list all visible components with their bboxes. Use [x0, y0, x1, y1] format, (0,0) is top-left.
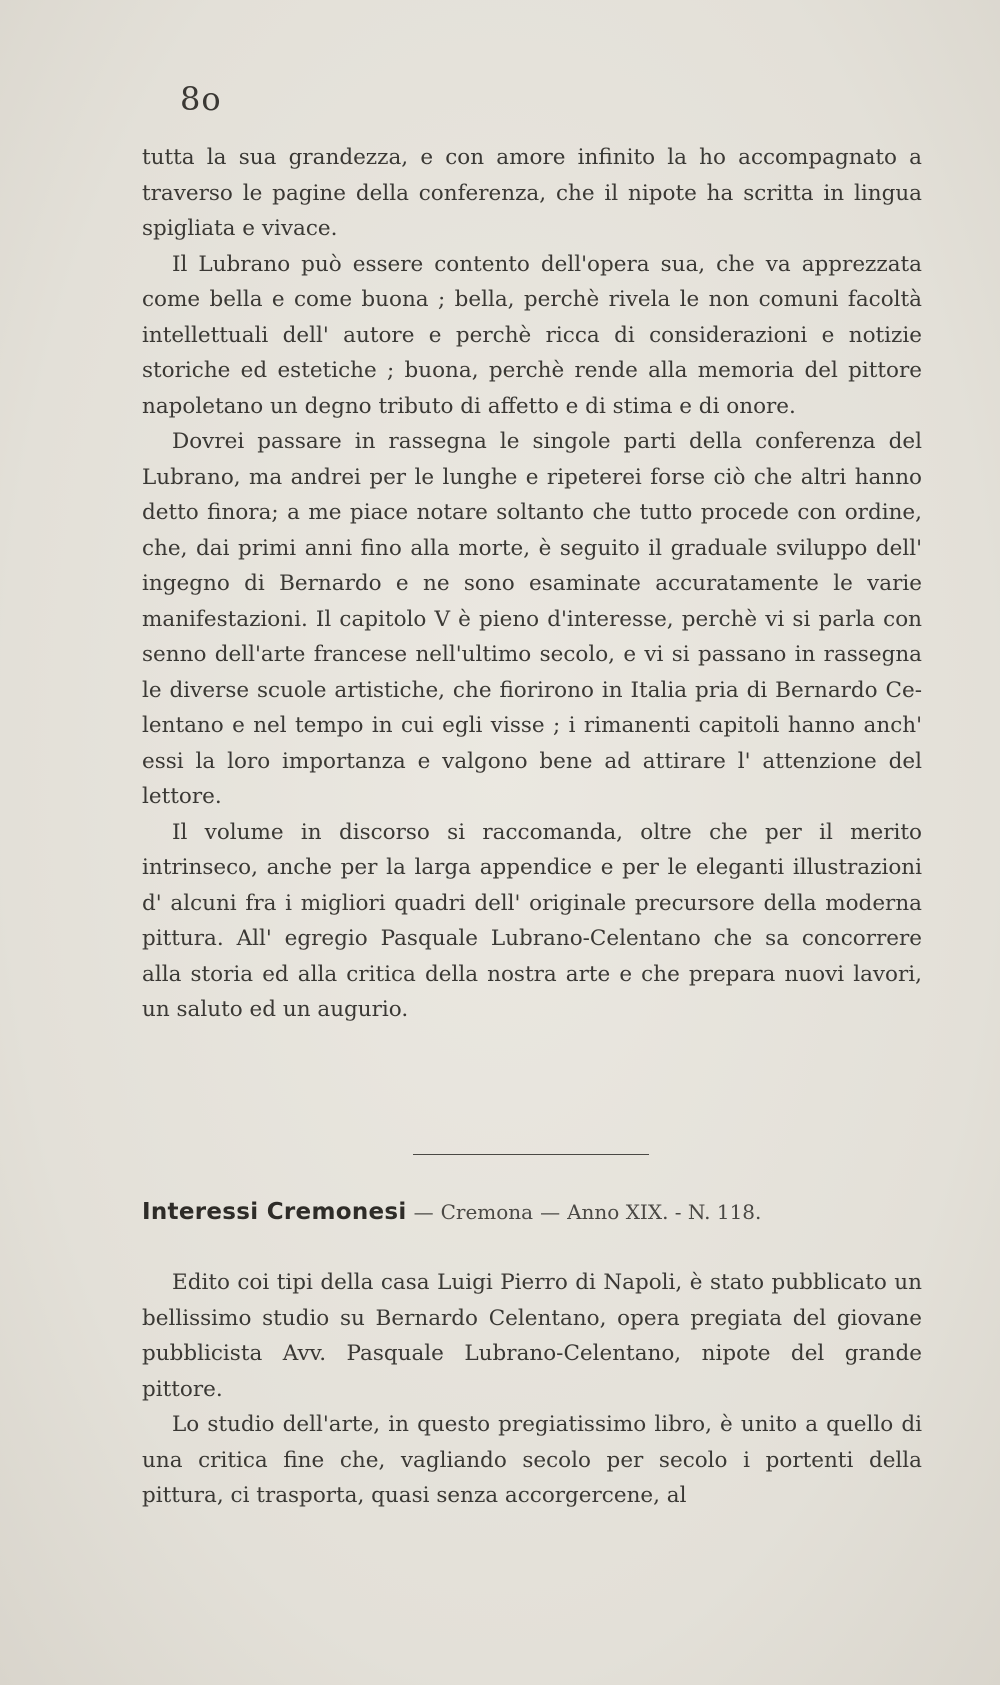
heading-dash: —	[413, 1200, 434, 1224]
newspaper-title: Interessi Cremonesi	[142, 1199, 407, 1225]
paragraph: Dovrei passare in rassegna le singole parti della conferenza del Lubrano, ma andrei per le lunghe e ripeterei forse ciò che altri hanno detto finora; a me piace notare soltanto che tutto procede con ordine, che, dai primi anni fino alla morte, è seguito il graduale sviluppo dell' ingegno di Bernardo e ne sono esaminate accuratamente le varie manifestazioni. Il capitolo V è pieno d'interesse, perchè vi si parla con senno dell'arte francese nell'ultimo secolo, e vi si passano in rassegna le diverse scuole artistiche, che fiorirono in Italia pria di Bernardo Celentano e nel tempo in cui egli visse ; i rimanenti capitoli hanno anch' essi la loro importanza e valgono bene ad attirare l' attenzione del lettore.	[142, 429, 922, 809]
paragraph: tutta la sua grandezza, e con amore infinito la ho accompagnato a traverso le pagine della conferenza, che il nipote ha scritta in lingua spigliata e vivace.	[142, 145, 922, 241]
newspaper-city: Cremona	[440, 1200, 534, 1224]
section-divider	[413, 1154, 649, 1155]
page-number: 8o	[180, 80, 222, 118]
paragraph: Il volume in discorso si raccomanda, oltre che per il merito intrinseco, anche per la larga appendice e per le eleganti illustrazioni d' alcuni fra i migliori quadri dell' originale precursore della moderna pittura. All' egregio Pasquale Lubrano-Celentano che sa concorrere alla storia ed alla critica della nostra arte e che prepara nuovi lavori, un saluto ed un augurio.	[142, 819, 922, 1022]
heading-dash: —	[540, 1200, 561, 1224]
source-heading	[142, 1197, 922, 1228]
paragraph: Il Lubrano può essere contento dell'opera sua, che va apprezzata come bella e come buona ; bella, perchè rivela le non comuni facoltà intellettuali dell' autore e perchè ricca di considerazioni e notizie storiche ed estetiche ; buona, perchè rende alla memoria del pittore napoletano un degno tributo di affetto e di stima e di onore.	[142, 251, 922, 419]
paragraph: Edito coi tipi della casa Luigi Pierro di Napoli, è stato pubblicato un bellissimo studio su Bernardo Celentano, opera pregiata del giovane pubblicista Avv. Pasquale Lubrano-Celentano, nipote del grande pittore.	[142, 1270, 922, 1402]
review-body	[142, 1265, 922, 1514]
newspaper-issue: Anno XIX. - N. 118.	[567, 1200, 762, 1224]
paragraph: Lo studio dell'arte, in questo pregiatissimo libro, è unito a quello di una critica fine che, vagliando secolo per secolo i portenti della pittura, ci trasporta, quasi senza accorgercene, al	[142, 1412, 922, 1508]
review-continuation	[142, 140, 922, 1028]
